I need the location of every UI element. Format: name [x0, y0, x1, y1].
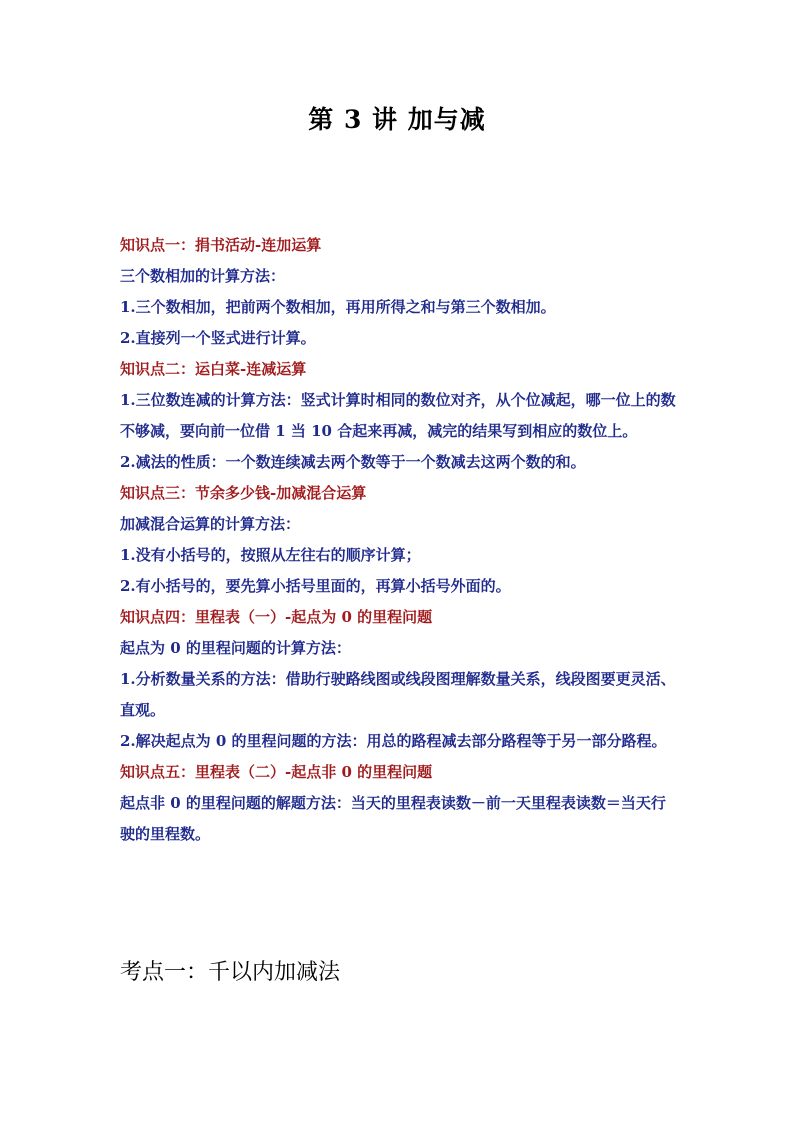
section-line: 加减混合运算的计算方法： — [120, 515, 301, 533]
page-title: 第 3 讲 加与减 — [308, 105, 486, 134]
section-line: 2.直接列一个竖式进行计算。 — [120, 329, 316, 347]
section-line: 起点为 0 的里程问题的计算方法： — [120, 639, 351, 657]
section-heading: 知识点五：里程表（二）-起点非 0 的里程问题 — [120, 763, 433, 781]
section-heading: 知识点三：节余多少钱-加减混合运算 — [120, 484, 367, 502]
exam-point-heading: 考点一：千以内加减法 — [120, 960, 341, 985]
section-line: 2.解决起点为 0 的里程问题的方法：用总的路程减去部分路程等于另一部分路程。 — [120, 732, 667, 750]
section-heading: 知识点四：里程表（一）-起点为 0 的里程问题 — [120, 608, 433, 626]
section-line: 1.三个数相加，把前两个数相加，再用所得之和与第三个数相加。 — [120, 298, 556, 316]
section-heading: 知识点二：运白菜-连减运算 — [120, 360, 307, 378]
section-heading: 知识点一：捐书活动-连加运算 — [120, 236, 322, 254]
section-line: 1.三位数连减的计算方法：竖式计算时相同的数位对齐，从个位减起，哪一位上的数不够减，要向前一位借 1 当 10 合起来再减，减完的结果写到相应的数位上。 — [120, 391, 676, 440]
section-line: 起点非 0 的里程问题的解题方法：当天的里程表读数－前一天里程表读数＝当天行驶的里程数。 — [120, 794, 666, 843]
section-line: 2.减法的性质：一个数连续减去两个数等于一个数减去这两个数的和。 — [120, 453, 586, 471]
section-line: 1.分析数量关系的方法：借助行驶路线图或线段图理解数量关系，线段图要更灵活、直观。 — [120, 670, 676, 719]
knowledge-points — [120, 230, 680, 850]
section-line: 2.有小括号的，要先算小括号里面的，再算小括号外面的。 — [120, 577, 511, 595]
section-line: 三个数相加的计算方法： — [120, 267, 286, 285]
section-line: 1.没有小括号的，按照从左往右的顺序计算； — [120, 546, 421, 564]
